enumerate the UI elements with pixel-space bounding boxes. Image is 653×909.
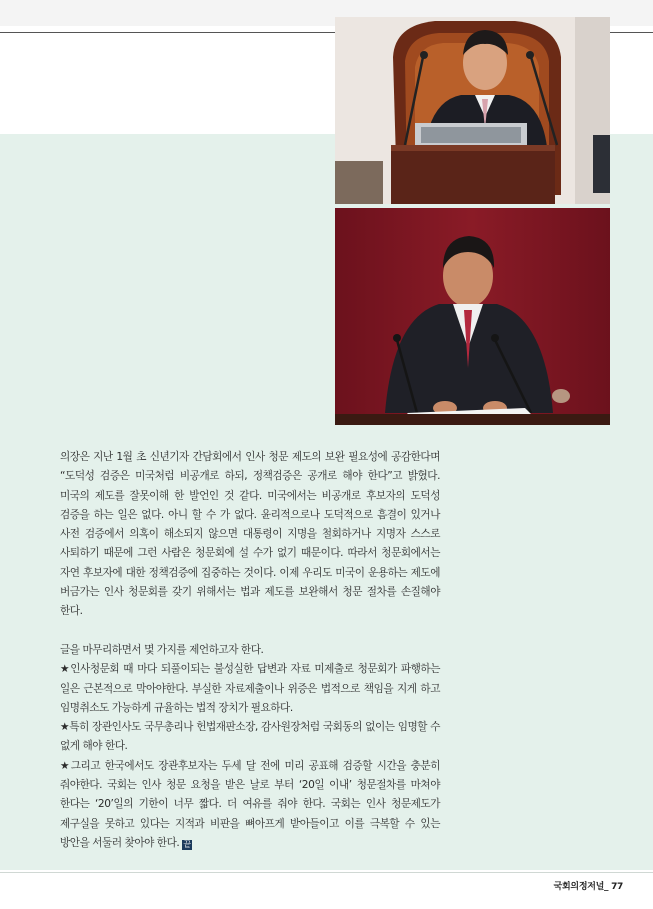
podium-speaker-photo [335,208,610,425]
header-rule-right [610,32,653,33]
paragraph-proposal-1: ★인사청문회 때 마다 되풀이되는 불성실한 답변과 자료 미제출로 청문회가 파행하는 일은 근본적으로 막아야한다. 부실한 자료제출이나 위증은 법적으로 책임을 지게 하고 임명취소도 가능하게 규율하는 법적 장치가 필요하다. [60,663,440,714]
paragraph-hearing-reform: 의장은 지난 1월 초 신년기자 간담회에서 인사 청문 제도의 보완 필요성에 공감한다며 “도덕성 검증은 미국처럼 비공개로 하되, 정책검증은 공개로 해야 한다”고 밝혔다. 미국의 제도를 잘못이해 한 발언인 것 같다. 미국에서는 비공개로 후보자의 도덕성 검증을 하는 일은 없다. 아니 할 수 가 없다. 윤리적으로나 도덕적으로 흠결이 있거나 사전 검증에서 의혹이 해소되지 않으면 대통령이 지명을 철회하거나 지명자 스스로 사퇴하기 때문에 그런 사람은 청문회에 설 수가 없기 때문이다. 따라서 청문회에서는 자연 후보자에 대한 정책검증에 집중하는 것이다. 이제 우리도 미국이 운용하는 제도에 버금가는 인사 청문회를 갖기 위해서는 법과 제도를 보완해서 청문 절차를 손질해야 한다. [60,451,440,618]
paragraph-proposal-intro: 글을 마무리하면서 몇 가지를 제언하고자 한다. [60,643,264,656]
article-body [60,448,440,853]
speaker-rostrum-photo [335,17,610,204]
paragraph-proposal-3-text: ★그리고 한국에서도 장관후보자는 두세 달 전에 미리 공표해 검증할 시간을 충분히 줘야한다. 국회는 인사 청문 요청을 받은 날로 부터 ‘20일 이내’ 청문절차를 마쳐야 한다는 ‘20’일의 기한이 너무 짧다. 더 여유를 줘야 한다. 국회는 인사 청문제도가 제구실을 못하고 있다는 지적과 비판을 뼈아프게 받아들이고 이를 극복할 수 있는 방안을 서둘러 찾아야 한다. [60,759,440,849]
header-rule-left [0,32,335,33]
footer-rule [0,872,653,873]
speaker-rostrum-illustration [335,17,610,204]
page-footer [554,879,623,892]
publication-name: 국회의정저널_ [553,882,609,892]
article-end-mark: 끝 [183,839,192,849]
page-number: 77 [611,882,623,892]
paragraph-proposal-2: ★특히 장관인사도 국무총리나 헌법재판소장, 감사원장처럼 국회동의 없이는 임명할 수 없게 해야 한다. [60,721,440,753]
paragraph-proposal-3 [60,757,440,853]
paragraph-gap [60,622,440,641]
podium-speaker-illustration [335,208,610,425]
